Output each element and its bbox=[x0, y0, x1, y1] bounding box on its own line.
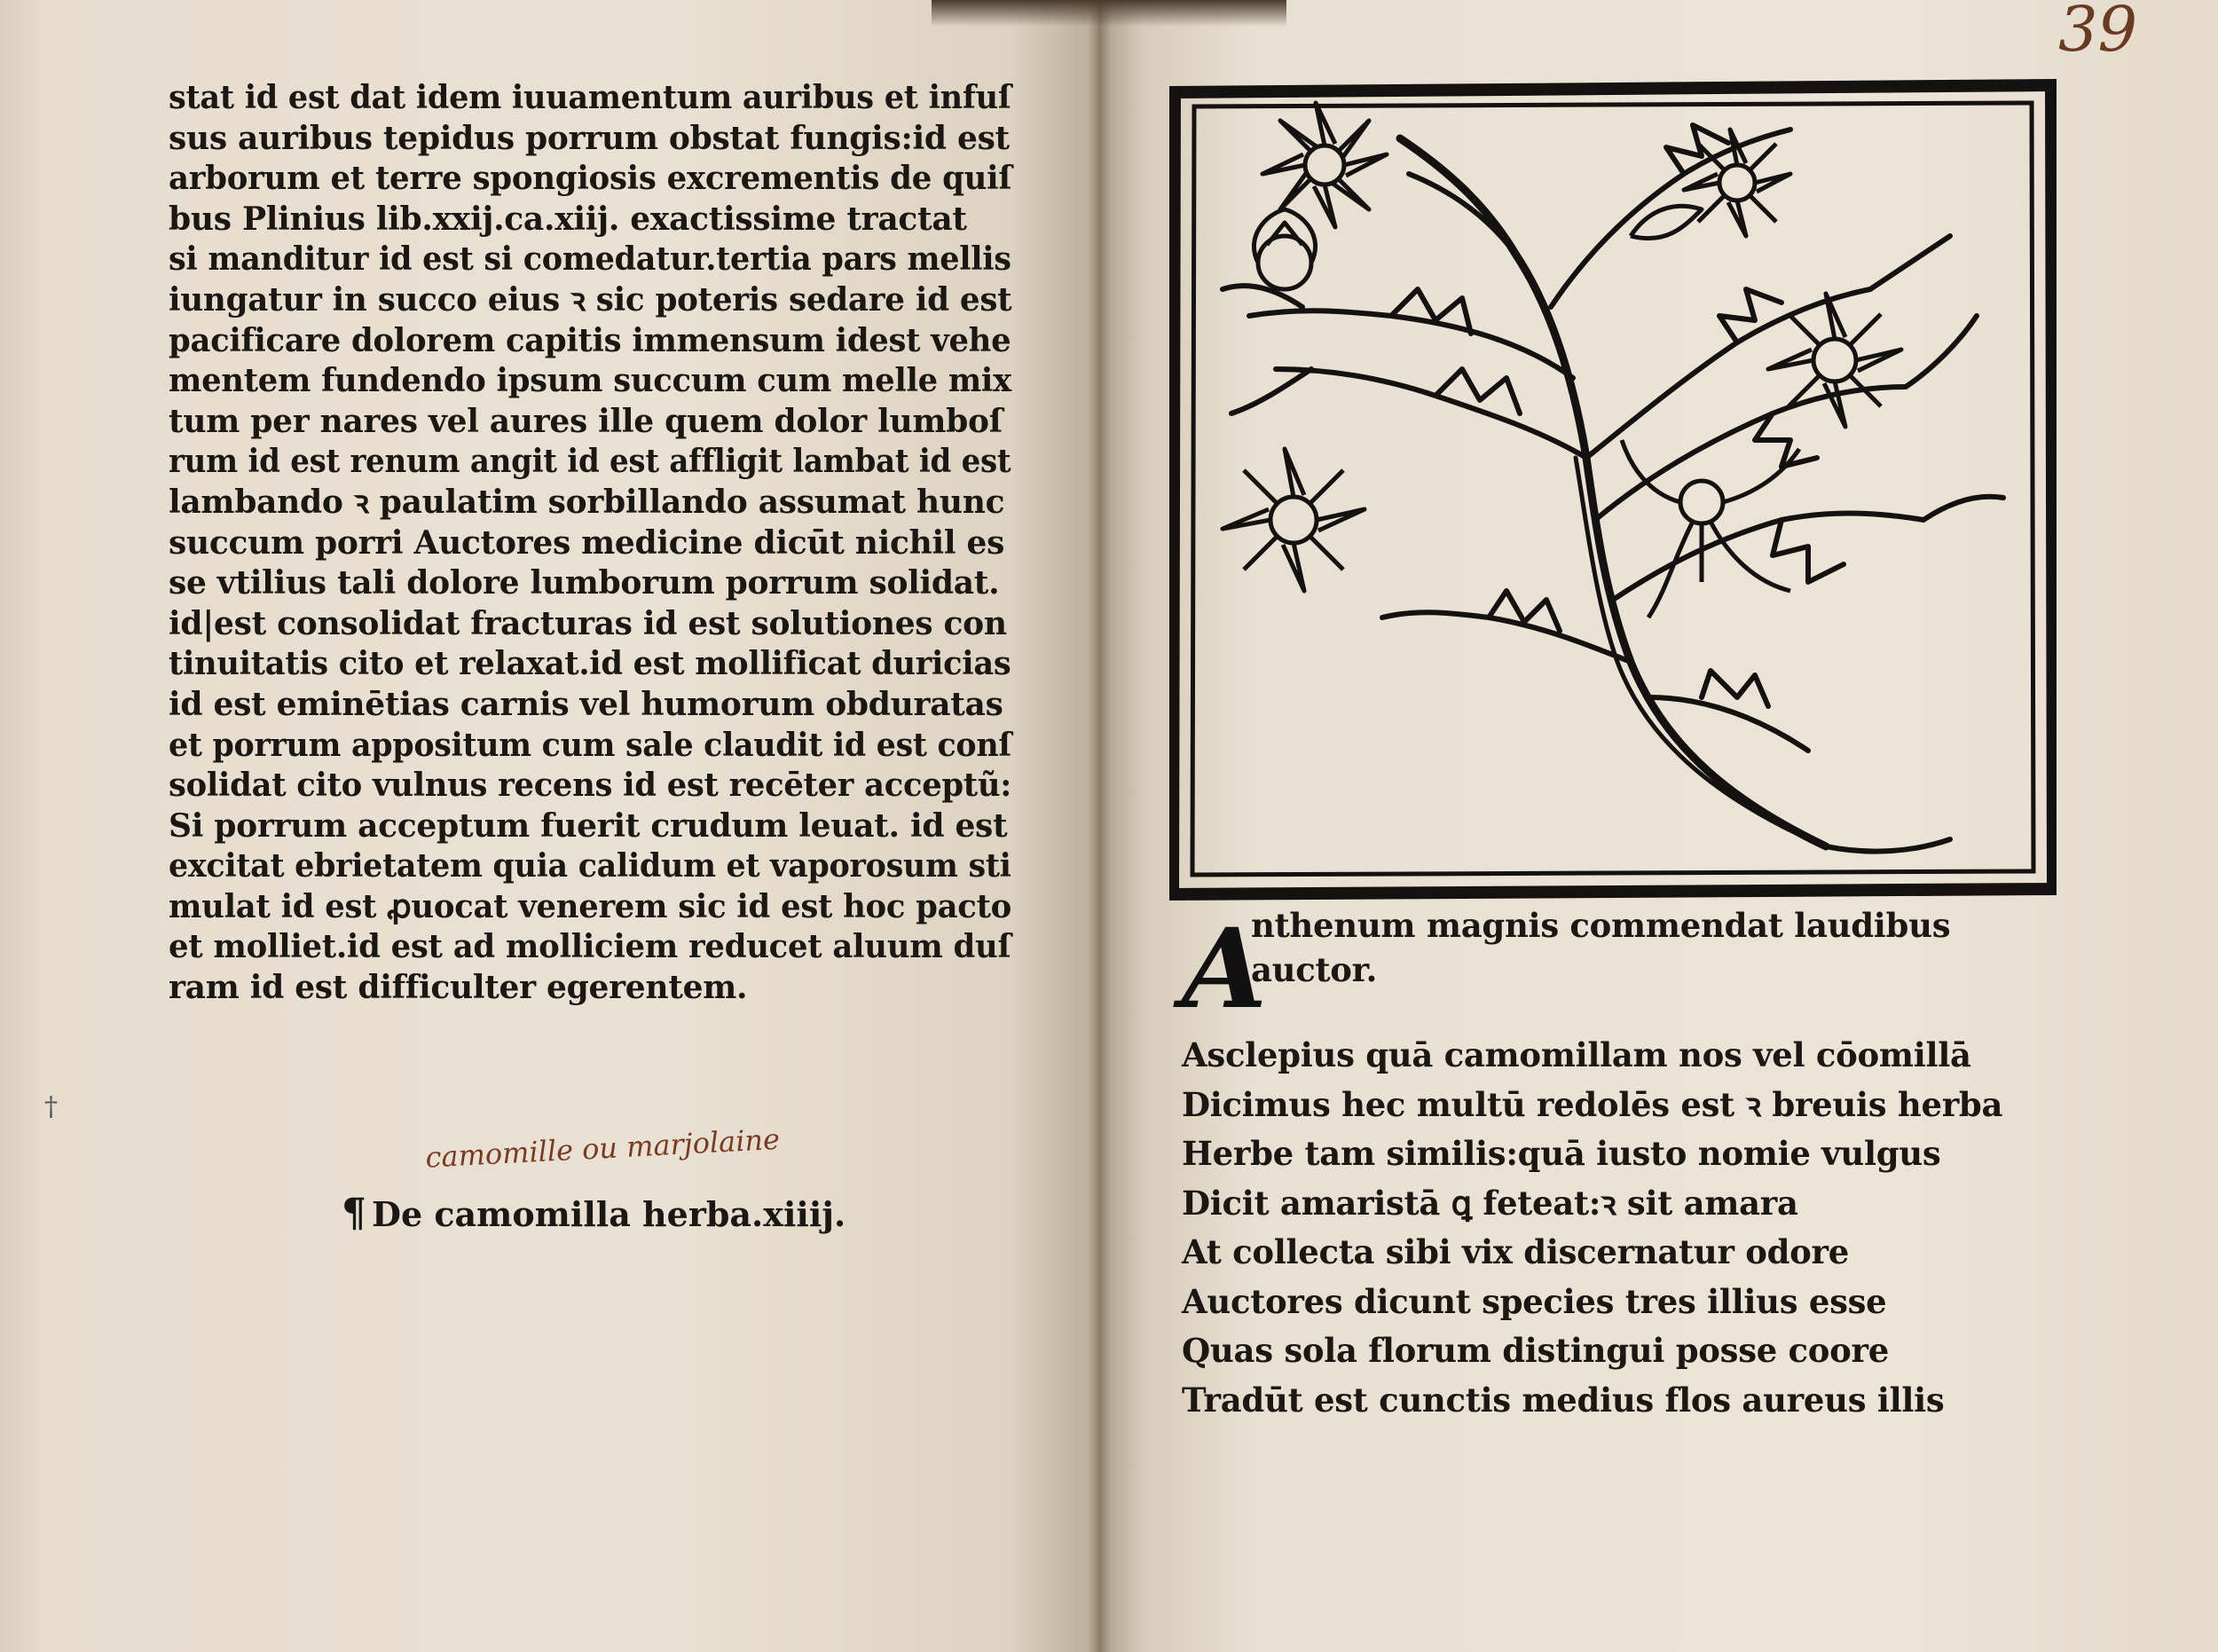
text-line: tum per nares vel aures ille quem dolor lumboſ bbox=[169, 402, 1003, 440]
text-line: id est eminētias carnis vel humorum obduratas bbox=[169, 685, 1003, 723]
text-line: stat id est dat idem iuuamentum auribus et infuſ bbox=[169, 79, 1011, 116]
text-line: tinuitatis cito et relaxat.id est mollificat duricias bbox=[169, 645, 1011, 683]
text-line: si manditur id est si comedatur.tertia pars mellis bbox=[169, 240, 1011, 279]
binding-top-edge bbox=[932, 0, 1286, 27]
text-line: et porrum appositum cum sale claudit id est conſ bbox=[169, 726, 1012, 764]
text-line: solidat cito vulnus recens id est recēter acceptũ: bbox=[169, 767, 1012, 805]
woodcut-frame bbox=[1173, 85, 2053, 894]
poem-text bbox=[1182, 1031, 2025, 1425]
text-line: bus Plinius lib.xxij.ca.xiij. exactissime tractat bbox=[169, 200, 967, 238]
drop-cap: A bbox=[1182, 905, 1268, 1034]
paragraph-mark-icon: ¶ bbox=[342, 1191, 366, 1236]
text-line: id|est consolidat fracturas id est solutiones con bbox=[169, 604, 1007, 642]
left-page-text bbox=[169, 78, 1011, 1009]
poem-line: At collecta sibi vix discernatur odore bbox=[1182, 1232, 1849, 1271]
text-line: mulat id est ꝓuocat venerem sic id est hoc pacto bbox=[169, 887, 1011, 925]
poem-line: Herbe tam similis:quā iusto nomie vulgus bbox=[1182, 1134, 1941, 1173]
poem-line: Auctores dicunt species tres illius esse bbox=[1182, 1281, 1887, 1321]
poem-line: Dicimus hec multū redolēs est ꝛ breuis herba bbox=[1182, 1084, 2003, 1124]
woodcut-illustration bbox=[1169, 76, 2057, 901]
section-heading-text: De camomilla herba.xiiij. bbox=[372, 1194, 846, 1234]
text-line: mentem fundendo ipsum succum cum melle mix bbox=[169, 362, 1011, 400]
handwritten-annotation: camomille ou marjolaine bbox=[424, 1121, 781, 1175]
right-heading bbox=[1251, 903, 2049, 992]
text-line: rum id est renum angit id est affligit lambat id est bbox=[169, 443, 1011, 481]
text-line: se vtilius tali dolore lumborum porrum solidat. bbox=[169, 564, 1000, 602]
text-line: Si porrum acceptum fuerit crudum leuat. id est bbox=[169, 806, 1008, 845]
text-line: iungatur in succo eius ꝛ sic poteris sedare id est bbox=[169, 280, 1012, 319]
heading-line: auctor. bbox=[1251, 950, 1378, 989]
folio-number: 39 bbox=[2058, 0, 2138, 66]
text-line: pacificare dolorem capitis immensum idest vehe bbox=[169, 321, 1011, 359]
text-line: et molliet.id est ad molliciem reducet aluum duſ bbox=[169, 928, 1011, 966]
poem-line: Asclepius quā camomillam nos vel cōomillā bbox=[1182, 1035, 1971, 1074]
text-line: excitat ebrietatem quia calidum et vaporosum sti bbox=[169, 847, 1011, 885]
gutter-shadow bbox=[1088, 0, 1111, 1652]
text-line: ram id est difficulter egerentem. bbox=[169, 969, 748, 1007]
left-show-through bbox=[155, 954, 1007, 1601]
text-line: arborum et terre spongiosis excrementis de quiſ bbox=[169, 160, 1012, 198]
poem-line: Quas sola florum distingui posse coore bbox=[1182, 1331, 1889, 1370]
text-line: lambando ꝛ paulatim sorbillando assumat hunc bbox=[169, 483, 1005, 521]
chamomile-plant-icon bbox=[1223, 125, 2003, 852]
margin-mark: † bbox=[44, 1091, 58, 1122]
section-heading bbox=[342, 1191, 963, 1244]
text-line: sus auribus tepidus porrum obstat fungis:id est bbox=[169, 119, 1010, 157]
text-line: succum porri Auctores medicine dicūt nichil es bbox=[169, 523, 1005, 562]
poem-line: Dicit amaristā ꝗ feteat:ꝛ sit amara bbox=[1182, 1183, 1798, 1223]
heading-line: nthenum magnis commendat laudibus bbox=[1251, 906, 1951, 945]
poem-line: Tradūt est cunctis medius flos aureus illis bbox=[1182, 1380, 1945, 1420]
